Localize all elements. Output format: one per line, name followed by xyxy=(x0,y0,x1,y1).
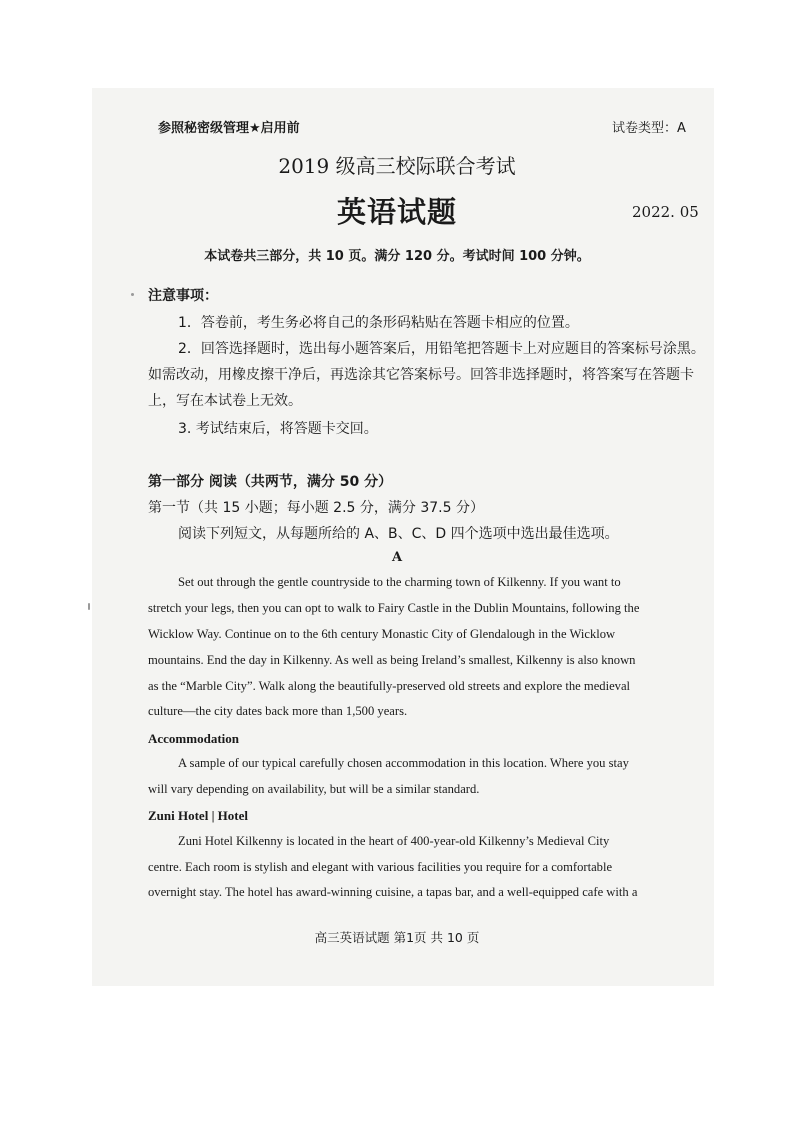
passage-line-4: mountains. End the day in Kilkenny. As well as being Ireland’s smallest, Kilkenny is also known xyxy=(148,653,636,667)
passage-line-6: culture—the city dates back more than 1,500 years. xyxy=(148,704,408,718)
note-item-2: 2．回答选择题时，选出每小题答案后，用铅笔把答题卡上对应题目的答案标号涂黑。 xyxy=(178,341,705,357)
accommodation-line-1: A sample of our typical carefully chosen accommodation in this location. Where you stay xyxy=(178,756,629,770)
paper-type-label: 试卷类型：A xyxy=(612,121,686,136)
section1-title: 第一节（共 15 小题；每小题 2.5 分，满分 37.5 分） xyxy=(148,500,484,516)
part1-title: 第一部分 阅读（共两节，满分 50 分） xyxy=(148,474,393,490)
note-item-3: 3. 考试结束后，将答题卡交回。 xyxy=(178,421,378,437)
notes-title: 注意事项： xyxy=(148,288,218,304)
section1-instruction: 阅读下列短文，从每题所给的 A、B、C、D 四个选项中选出最佳选项。 xyxy=(178,526,619,542)
hotel-line-2: centre. Each room is stylish and elegant with various facilities you require for a comfortable xyxy=(148,860,613,874)
note-item-1: 1．答卷前，考生务必将自己的条形码粘贴在答题卡相应的位置。 xyxy=(178,315,579,331)
accommodation-heading: Accommodation xyxy=(148,731,239,746)
passage-line-2: stretch your legs, then you can opt to walk to Fairy Castle in the Dublin Mountains, following the xyxy=(148,601,640,615)
hotel-line-3: overnight stay. The hotel has award-winning cuisine, a tapas bar, and a well-equipped cafe with a xyxy=(148,885,638,899)
exam-name: 2019 级高三校际联合考试 xyxy=(278,154,516,178)
passage-label: A xyxy=(391,550,403,565)
passage-line-3: Wicklow Way. Continue on to the 6th century Monastic City of Glendalough in the Wicklow xyxy=(148,627,616,641)
hotel-heading: Zuni Hotel | Hotel xyxy=(148,808,249,823)
scan-speck xyxy=(131,293,134,296)
passage-line-5: as the “Marble City”. Walk along the beautifully-preserved old streets and explore the medieval xyxy=(148,679,631,693)
page-footer: 高三英语试题 第1页 共 10 页 xyxy=(314,930,480,945)
scan-speck xyxy=(88,603,90,610)
accommodation-line-2: will vary depending on availability, but will be a similar standard. xyxy=(148,782,480,796)
exam-info: 本试卷共三部分，共 10 页。满分 120 分。考试时间 100 分钟。 xyxy=(204,249,590,264)
note-item-2-cont-1: 如需改动，用橡皮擦干净后，再选涂其它答案标号。回答非选择题时，将答案写在答题卡 xyxy=(148,367,694,383)
passage-line-1: Set out through the gentle countryside to the charming town of Kilkenny. If you want to xyxy=(178,575,621,589)
exam-date: 2022. 05 xyxy=(632,203,699,221)
subject-title: 英语试题 xyxy=(336,195,457,229)
hotel-line-1: Zuni Hotel Kilkenny is located in the heart of 400-year-old Kilkenny’s Medieval City xyxy=(178,834,610,848)
confidentiality-label: 参照秘密级管理★启用前 xyxy=(158,121,300,136)
note-item-2-cont-2: 上，写在本试卷上无效。 xyxy=(148,393,302,409)
